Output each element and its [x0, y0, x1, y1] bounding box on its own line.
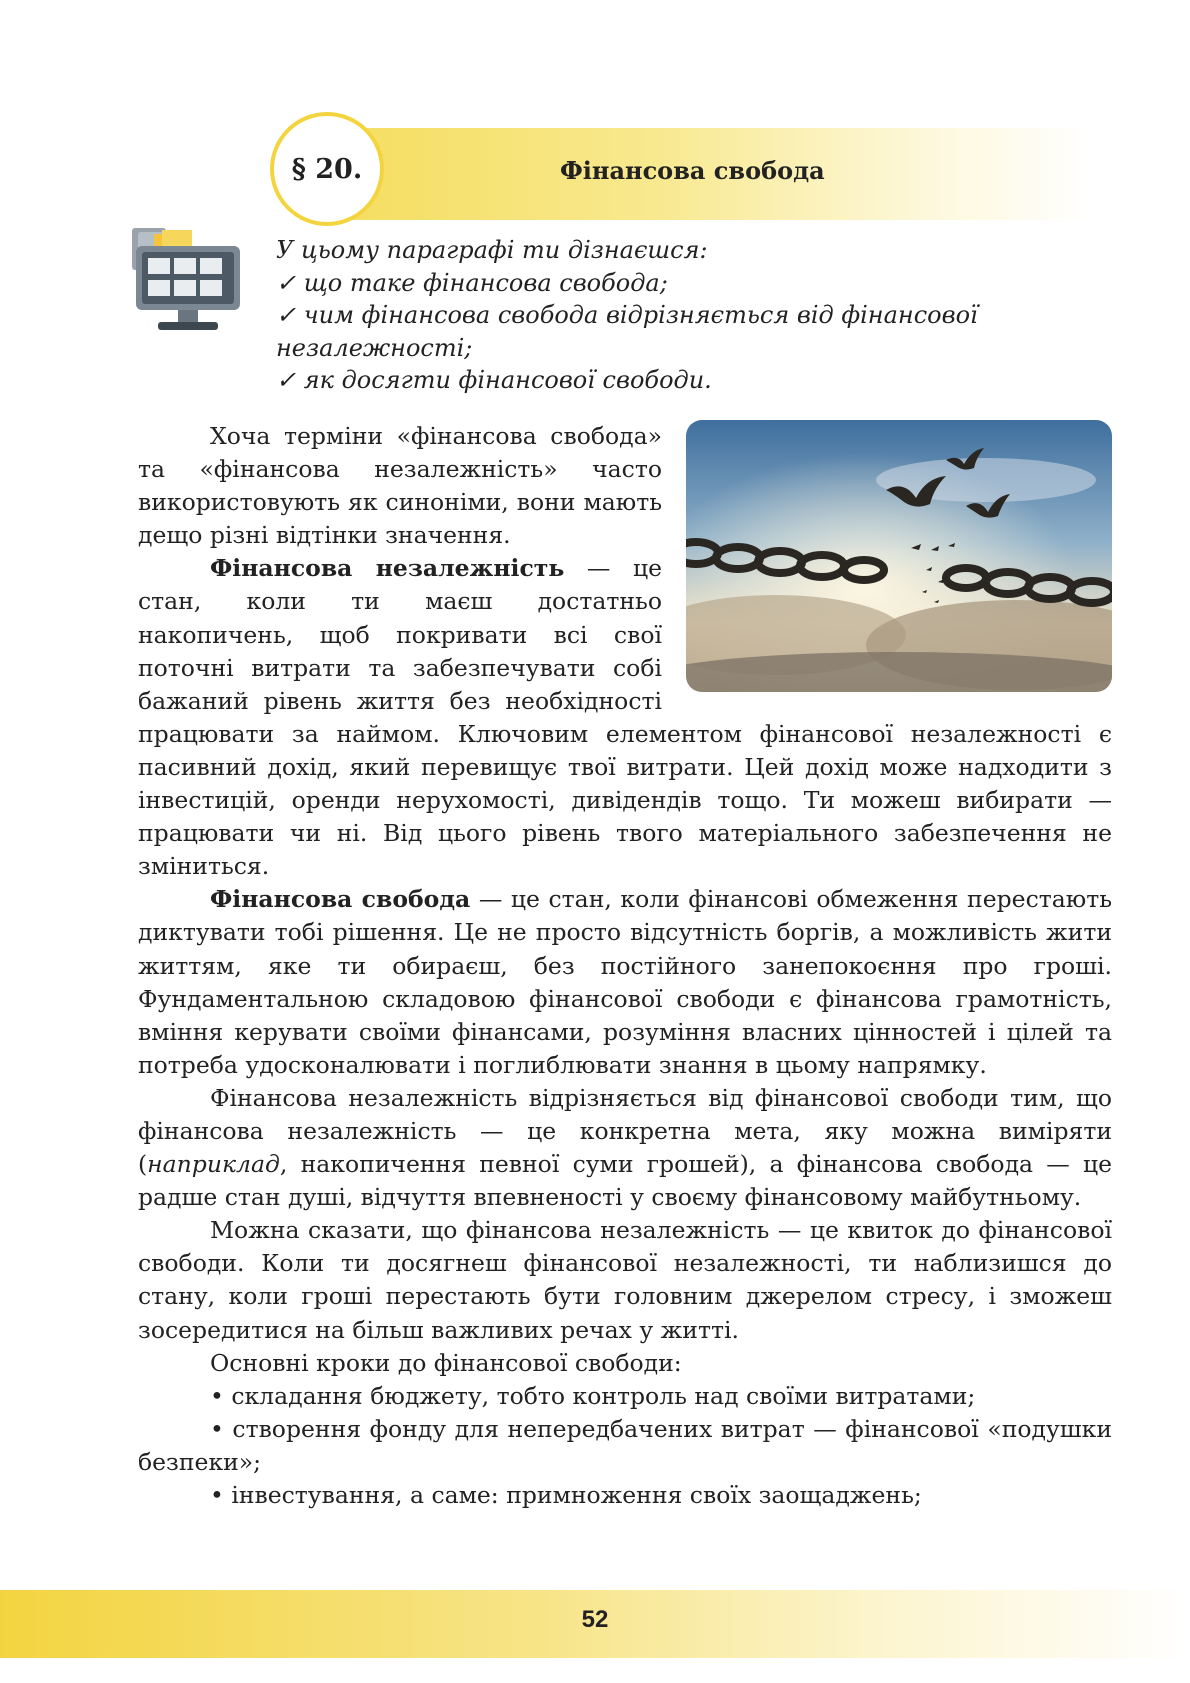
- italic-example: наприклад: [147, 1150, 280, 1179]
- body-text: [138, 420, 1112, 1512]
- paragraph-number: § 20.: [291, 153, 363, 185]
- objective-item: ✓ що таке фінансова свобода;: [276, 268, 668, 297]
- body-paragraph: Фінансова незалежність — це стан, коли ти маєш достатньо накопичень, щоб покривати всі свої поточні витрати та забезпечувати собі бажаний рівень життя без необхідності працювати за наймом. Ключовим елементом фінансової незалежності є пасивний дохід, який перевищує твої витрати. Цей дохід може надходити з інвестицій, оренди нерухомості, дивідендів тощо. Ти можеш вибирати — працювати чи ні. Від цього рівень твого матеріального забезпечення не зміниться.: [138, 554, 1112, 881]
- page-number: 52: [581, 1606, 609, 1633]
- body-paragraph: Фінансова свобода — це стан, коли фінансові обмеження перестають диктувати тобі рішення. Це не просто відсутність боргів, а можливість жити життям, яке ти обираєш, без постійного занепокоєння про гроші. Фундаментальною складовою фінансової свободи є фінансова грамотність, вміння керувати своїми фінансами, розуміння власних цінностей і цілей та потреба удосконалювати і поглиблювати знання в цьому напрямку.: [138, 885, 1113, 1079]
- list-item: • створення фонду для непередбачених витрат — фінансової «подушки безпеки»;: [138, 1414, 1112, 1476]
- body-paragraph: Основні кроки до фінансової свободи:: [210, 1348, 682, 1377]
- learning-objectives: [276, 234, 1056, 397]
- body-paragraph: Фінансова незалежність відрізняється від фінансової свободи тим, що фінансова незалежність — це конкретна мета, яку можна виміряти (наприклад, накопичення певної суми грошей), а фінансова свобода — це радше стан душі, відчуття впевненості у своєму фінансовому майбутньому.: [138, 1083, 1112, 1212]
- body-paragraph: Можна сказати, що фінансова незалежність — це квиток до фінансової свободи. Коли ти досягнеш фінансової незалежності, ти наблизишся до стану, коли гроші перестають бути головним джерелом стресу, і зможеш зосередитися на більш важливих речах у житті.: [138, 1216, 1112, 1344]
- body-paragraph: Хоча терміни «фінансова свобода» та «фінансова незалежність» часто використовують як синоніми, вони мають дещо різні відтінки значення.: [138, 422, 662, 550]
- objectives-lead: У цьому параграфі ти дізнаєшся:: [276, 236, 708, 264]
- folder-monitor-icon: [132, 228, 250, 338]
- objective-item: ✓ як досягти фінансової свободи.: [276, 366, 712, 394]
- term-financial-freedom: Фінансова свобода: [210, 885, 471, 914]
- objective-item: ✓ чим фінансова свобода відрізняється від фінансової незалежності;: [276, 301, 978, 362]
- list-item: • інвестування, а саме: примноження своїх заощаджень;: [210, 1481, 922, 1509]
- list-item: • складання бюджету, тобто контроль над своїми витратами;: [210, 1381, 976, 1410]
- paragraph-number-badge: [270, 112, 384, 226]
- term-financial-independence: Фінансова незалежність: [210, 554, 565, 583]
- page-title: Фінансова свобода: [560, 156, 825, 185]
